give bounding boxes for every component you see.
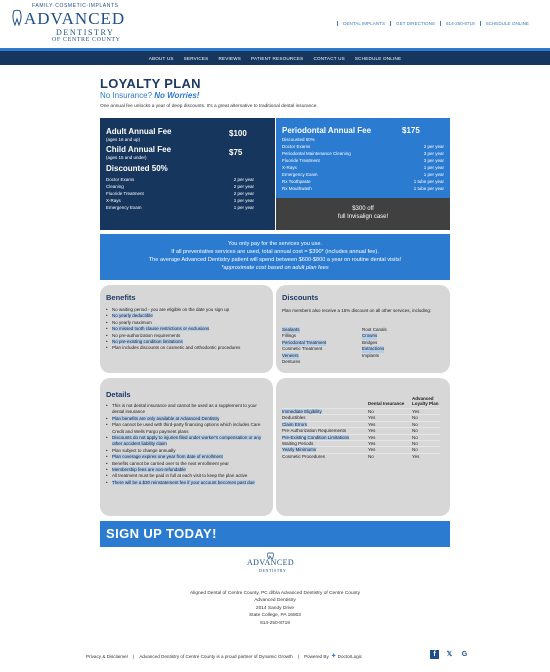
- adult-services-list: [106, 176, 254, 211]
- list-item: Extractions: [362, 346, 385, 352]
- list-item: Fillings: [282, 333, 297, 339]
- service-frequency: 1 per year: [233, 205, 254, 210]
- subtitle-emphasis: No Worries!: [154, 91, 200, 100]
- link-dental-implants[interactable]: DENTAL IMPLANTS: [337, 21, 390, 26]
- service-frequency: 1 per year: [233, 198, 254, 203]
- page-subtitle: [100, 91, 199, 100]
- footer-phone[interactable]: 814-250-8719: [260, 620, 290, 626]
- footer-city: State College, PA 16803: [249, 613, 301, 619]
- benefits-card: [100, 285, 273, 373]
- service-name: Periodontal Maintenance Cleaning: [282, 151, 351, 156]
- link-get-directions[interactable]: GET DIRECTIONS: [390, 21, 440, 26]
- service-name: Discounted 50%: [282, 137, 315, 142]
- table-row: Immediate Eligibility No Yes: [282, 408, 440, 414]
- doctorlogic-icon: ✚: [331, 653, 336, 658]
- service-row: [106, 183, 254, 190]
- nav-patient-resources[interactable]: PATIENT RESOURCES: [251, 55, 304, 61]
- comparison-header: [282, 390, 440, 408]
- page-intro: One annual fee unlocks a year of deep discounts. It's a great alternative to traditional dental insurance.: [100, 104, 318, 109]
- link-schedule-online[interactable]: SCHEDULE ONLINE: [480, 21, 534, 26]
- details-title: Details: [106, 390, 131, 399]
- cost-banner: [100, 234, 450, 280]
- discount-label: Discounted 50%: [106, 164, 168, 173]
- invisalign-promo: [276, 198, 450, 230]
- comparison-table: [282, 390, 440, 459]
- list-item: • Plan benefits are only available at Advanced Dentistry: [106, 416, 266, 422]
- logo-wordmark: ADVANCED: [24, 9, 126, 28]
- footer-logo-subtitle: DENTISTRY: [259, 568, 287, 573]
- service-name: Doctor Exams: [282, 144, 311, 149]
- service-frequency: 1 tube per year: [413, 179, 444, 184]
- doctorlogic-link[interactable]: DoctorLogic: [337, 653, 363, 659]
- nav-about-us[interactable]: ABOUT US: [148, 55, 174, 61]
- list-item: • Plan coverage expires one year from date of enrollment: [106, 454, 266, 460]
- perio-fee-label: Periodontal Annual Fee: [282, 126, 372, 135]
- service-name: X-Rays: [106, 198, 121, 203]
- page-title: LOYALTY PLAN: [100, 76, 201, 91]
- service-row: [282, 157, 444, 164]
- promo-text: full Invisalign case!: [337, 213, 389, 220]
- list-item: • No waiting period - you are eligible on the date you sign up: [106, 307, 266, 313]
- details-card: [100, 378, 273, 516]
- header-dental-insurance: Dental Insurance: [368, 401, 405, 406]
- perio-fee-price: $175: [402, 126, 420, 135]
- list-item: • This is not dental insurance and cannot be used as a supplement to your dental insurance: [106, 403, 266, 416]
- service-name: Emergency Exam: [106, 205, 142, 210]
- table-row: Claim Errors Yes No: [282, 421, 440, 427]
- child-fee-price: $75: [229, 148, 243, 157]
- discounts-list: [282, 327, 442, 365]
- list-item: • Plan includes discounts on cosmetic and orthodontic procedures: [106, 345, 266, 351]
- list-item: • Plan subject to change annually: [106, 448, 266, 454]
- service-name: X-Rays: [282, 165, 297, 170]
- service-row: [106, 204, 254, 211]
- list-item: • There will be a $30 reinstatement fee if your account becomes past due: [106, 480, 266, 486]
- child-fee-label: Child Annual Fee: [106, 145, 172, 154]
- service-row: [282, 171, 444, 178]
- site-logo[interactable]: [12, 3, 144, 45]
- periodontal-fee-box: [276, 118, 450, 198]
- table-row: Pre-Authorization Requirements Yes No: [282, 427, 440, 433]
- footer-practice-name: Advanced Dentistry: [254, 598, 296, 604]
- service-frequency: 2 per year: [233, 191, 254, 196]
- header-links: [337, 21, 534, 26]
- list-item: • No missed tooth clause restrictions or exclusions: [106, 326, 266, 332]
- service-name: Fluoride Treatment: [106, 191, 144, 196]
- table-row: Cosmetic Procedures No Yes: [282, 453, 440, 459]
- table-row: Yearly Minimums Yes No: [282, 446, 440, 452]
- service-row: [106, 176, 254, 183]
- table-row: Deductibles Yes No: [282, 414, 440, 420]
- service-row: [106, 190, 254, 197]
- logo-location: OF CENTRE COUNTY: [52, 37, 121, 43]
- google-icon[interactable]: G: [461, 651, 468, 658]
- separator: |: [133, 653, 135, 659]
- service-row: [282, 143, 444, 150]
- service-name: Fluoride Treatment: [282, 158, 320, 163]
- footer-address: [0, 590, 550, 627]
- banner-line-3: The average Advanced Dentistry patient will spend between $600-$800 a year on routine dental visits!: [148, 257, 402, 263]
- table-row: Waiting Periods Yes No: [282, 440, 440, 446]
- footer-logo-wordmark: ADVANCED: [247, 558, 295, 567]
- logo-tagline: FAMILY·COSMETIC·IMPLANTS: [32, 3, 119, 9]
- service-row: [282, 150, 444, 157]
- list-item: Crowns: [362, 333, 378, 339]
- list-item: • No yearly deductible: [106, 313, 266, 319]
- footer-bottom-bar: [86, 653, 362, 659]
- nav-schedule-online[interactable]: SCHEDULE ONLINE: [354, 55, 402, 61]
- service-frequency: 2 per year: [423, 144, 444, 149]
- service-name: Doctor Exams: [106, 177, 135, 182]
- nav-reviews[interactable]: REVIEWS: [218, 55, 242, 61]
- nav-services[interactable]: SERVICES: [183, 55, 209, 61]
- banner-footnote: *approximate cost based on adult plan fees: [221, 265, 329, 271]
- benefits-list: [106, 307, 266, 352]
- discounts-title: Discounts: [282, 293, 319, 302]
- list-item: [362, 359, 442, 365]
- list-item: Cosmetic Treatment: [282, 346, 323, 352]
- site-header: [0, 0, 550, 48]
- service-name: Cleaning: [106, 184, 124, 189]
- service-row: [106, 197, 254, 204]
- banner-line-1: You only pay for the services you use.: [227, 241, 322, 247]
- service-frequency: 1 per year: [423, 165, 444, 170]
- service-frequency: 3 per year: [423, 158, 444, 163]
- list-item: • Plan cannot be used with third-party financing options which includes Care Credit and Wells Fargo payment plans: [106, 422, 266, 435]
- service-name: Rx Toothpaste: [282, 179, 311, 184]
- list-item: Sealants: [282, 327, 300, 332]
- service-frequency: 1 tube per year: [413, 186, 444, 191]
- list-item: • Discounts do not apply to injuries filed under worker's compensation or any other accident liability claim: [106, 435, 266, 448]
- list-item: Periodontal Treatment: [282, 339, 327, 345]
- footer-street: 2014 Sandy Drive: [255, 605, 295, 611]
- list-item: • No yearly maximum: [106, 320, 266, 326]
- perio-services-list: [282, 136, 444, 192]
- service-row: [282, 136, 444, 143]
- child-fee-note: (ages 15 and under): [106, 155, 147, 160]
- header-loyalty-plan: Advanced Loyalty Plan: [412, 396, 439, 406]
- sign-up-button[interactable]: SIGN UP TODAY!: [100, 521, 450, 547]
- link-phone[interactable]: 814-250-8719: [440, 21, 480, 26]
- tooth-logo-icon: [12, 9, 24, 27]
- list-item: Veneers: [282, 352, 299, 358]
- discounts-intro: Plan members also receive a 15% discount on all other services, including:: [282, 308, 432, 313]
- service-name: Emergency Exam: [282, 172, 318, 177]
- service-name: Rx Mouthwash: [282, 186, 312, 191]
- subtitle-question: No Insurance?: [100, 91, 153, 100]
- facebook-icon[interactable]: f: [430, 650, 439, 659]
- nav-contact-us[interactable]: CONTACT US: [313, 55, 345, 61]
- powered-by-label: Powered By: [303, 653, 329, 659]
- x-twitter-icon[interactable]: 𝕏: [446, 651, 453, 658]
- service-row: [282, 178, 444, 185]
- footer-legal-name: Aligned Dental of Centre County, PC d/b/a Advanced Dentistry of Centre County: [189, 591, 361, 596]
- footer-logo[interactable]: [243, 552, 305, 578]
- list-item: • Benefits cannot be carried over to the next enrollment year: [106, 461, 266, 467]
- adult-fee-note: (ages 16 and up): [106, 137, 141, 142]
- separator: |: [297, 653, 299, 659]
- list-item: • No pre-existing condition limitations: [106, 339, 266, 345]
- list-item: • All treatment must be paid in full at each visit to keep the plan active: [106, 473, 266, 479]
- benefits-title: Benefits: [106, 293, 136, 302]
- list-item: • No pre-authorization requirements: [106, 333, 266, 339]
- service-frequency: 3 per year: [423, 151, 444, 156]
- details-list: [106, 403, 266, 486]
- list-item: Dentures: [282, 359, 301, 365]
- list-item: Implants: [362, 352, 380, 358]
- privacy-link[interactable]: Privacy & Disclaimer: [86, 653, 129, 659]
- service-frequency: 1 per year: [423, 172, 444, 177]
- adult-child-fee-box: [100, 118, 275, 230]
- comparison-card: [276, 378, 450, 516]
- logo-subtitle: DENTISTRY: [56, 28, 115, 37]
- list-item: Root Canals: [362, 327, 387, 332]
- partner-text[interactable]: Advanced Dentistry of Centre County is a proud partner of Dynamic Growth: [139, 653, 293, 659]
- service-row: [282, 185, 444, 192]
- promo-amount: $300 off: [352, 206, 374, 212]
- list-item: Bridges: [362, 339, 378, 345]
- discounts-card: [276, 285, 450, 373]
- banner-line-2: If all preventative services are used, total annual cost = $390* (includes annual fee).: [171, 249, 379, 255]
- adult-fee-price: $100: [229, 129, 247, 138]
- list-item: • Membership fees are non-refundable: [106, 467, 266, 473]
- service-row: [282, 164, 444, 171]
- adult-fee-label: Adult Annual Fee: [106, 127, 172, 136]
- table-row: Pre-Existing Condition Limitations Yes No: [282, 434, 440, 440]
- service-frequency: 2 per year: [233, 177, 254, 182]
- main-nav: [0, 48, 550, 65]
- service-frequency: 2 per year: [233, 184, 254, 189]
